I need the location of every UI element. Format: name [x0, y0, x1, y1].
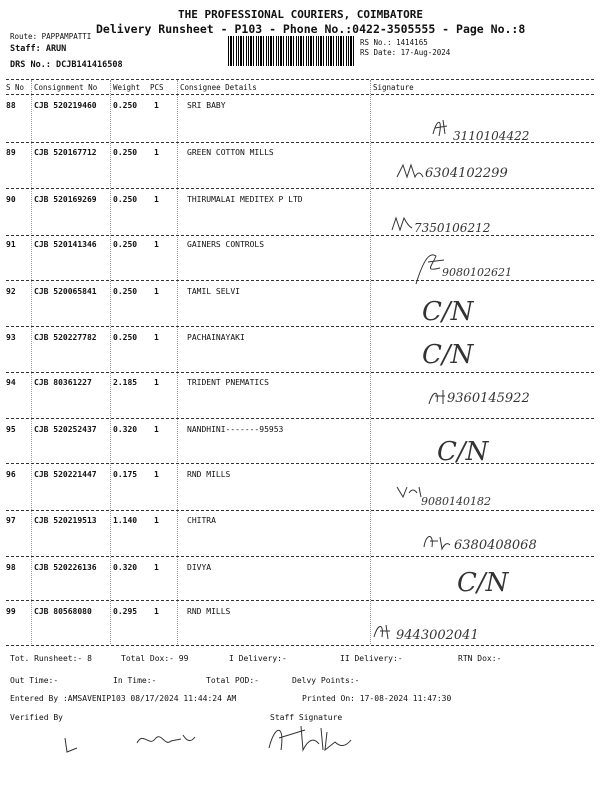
row-consignee: THIRUMALAI MEDITEX P LTD [187, 195, 303, 204]
handwritten-phone: 3110104422 [453, 129, 530, 143]
row-pcs: 1 [154, 470, 159, 479]
rs-date: RS Date: 17-Aug-2024 [360, 48, 451, 57]
row-weight: 0.250 [113, 148, 138, 157]
row-consignee: DIVYA [187, 563, 212, 572]
rs-number: RS No.: 1414165 [360, 38, 428, 47]
row-consignment: CJB 80361227 [34, 378, 92, 387]
row-weight: 0.250 [113, 333, 138, 342]
row-sno: 99 [6, 607, 16, 616]
row-consignee: TAMIL SELVI [187, 287, 240, 296]
col-sno: S No [6, 83, 25, 92]
i-delivery: I Delivery:- [229, 654, 287, 663]
row-weight: 0.250 [113, 101, 138, 110]
handwritten-phone: 9443002041 [396, 628, 479, 643]
row-consignment: CJB 520221447 [34, 470, 97, 479]
verifier-signature-mark [55, 730, 95, 760]
col-weight: Weight [113, 83, 141, 92]
total-runsheet: Tot. Runsheet:- 8 [10, 654, 92, 663]
row-weight: 0.295 [113, 607, 138, 616]
company-name: THE PROFESSIONAL COURIERS, COIMBATORE [178, 8, 424, 21]
row-pcs: 1 [154, 378, 159, 387]
row-consignment: CJB 520167712 [34, 148, 97, 157]
row-weight: 0.320 [113, 563, 138, 572]
handwritten-signature [425, 380, 590, 414]
row-weight: 2.185 [113, 378, 138, 387]
row-pcs: 1 [154, 101, 159, 110]
row-consignment: CJB 520252437 [34, 425, 97, 434]
row-consignee: GAINERS CONTROLS [187, 240, 265, 249]
row-sno: 90 [6, 195, 16, 204]
col-consignee: Consignee Details [180, 83, 257, 92]
handwritten-phone: 9080140182 [421, 495, 491, 508]
col-consignment: Consignment No [34, 83, 98, 92]
row-sno: 88 [6, 101, 16, 110]
handwritten-cn: C/N [457, 568, 509, 598]
ii-delivery: II Delivery:- [340, 654, 403, 663]
row-sno: 95 [6, 425, 16, 434]
drs-number: DRS No.: DCJB141416508 [10, 60, 123, 70]
handwritten-cn: C/N [437, 437, 489, 467]
row-weight: 0.250 [113, 287, 138, 296]
row-consignee: CHITRA [187, 516, 216, 525]
handwritten-cn: C/N [422, 297, 474, 327]
row-sno: 94 [6, 378, 16, 387]
row-pcs: 1 [154, 607, 159, 616]
staff-signature: Staff Signature [270, 713, 343, 722]
handwritten-cn: C/N [422, 340, 474, 370]
row-consignment: CJB 520219460 [34, 101, 97, 110]
printed-on: Printed On: 17-08-2024 11:47:30 [302, 694, 452, 703]
row-sno: 91 [6, 240, 16, 249]
handwritten-phone: 9080102621 [442, 266, 512, 279]
row-weight: 0.250 [113, 240, 138, 249]
delivery-points: Delvy Points:- [292, 676, 360, 685]
out-time: Out Time:- [10, 676, 59, 685]
handwritten-signature [420, 525, 585, 559]
row-sno: 97 [6, 516, 16, 525]
row-pcs: 1 [154, 425, 159, 434]
row-sno: 92 [6, 287, 16, 296]
row-sno: 93 [6, 333, 16, 342]
entered-by: Entered By :AMSAVENIP103 08/17/2024 11:44:24 AM [10, 694, 237, 703]
row-pcs: 1 [154, 148, 159, 157]
total-dox: Total Dox:- 99 [121, 654, 189, 663]
row-consignee: RND MILLS [187, 470, 231, 479]
row-pcs: 1 [154, 563, 159, 572]
handwritten-phone: 6304102299 [425, 166, 508, 181]
row-consignee: GREEN COTTON MILLS [187, 148, 274, 157]
row-consignee: NANDHINI-------95953 [187, 425, 284, 434]
row-weight: 0.320 [113, 425, 138, 434]
handwritten-signature [395, 155, 575, 190]
col-signature: Signature [373, 83, 414, 92]
handwritten-signature [455, 563, 555, 599]
row-sno: 96 [6, 470, 16, 479]
row-pcs: 1 [154, 333, 159, 342]
row-consignee: PACHAINAYAKI [187, 333, 245, 342]
barcode [228, 36, 356, 66]
row-consignment: CJB 520169269 [34, 195, 97, 204]
row-pcs: 1 [154, 287, 159, 296]
handwritten-signature [425, 112, 565, 152]
col-pcs: PCS [150, 83, 164, 92]
row-consignee: TRIDENT PNEMATICS [187, 378, 269, 387]
handwritten-signature [410, 248, 570, 288]
handwritten-signature [395, 475, 535, 511]
row-consignment: CJB 520065841 [34, 287, 97, 296]
handwritten-signature [420, 335, 520, 371]
handwritten-phone: 7350106212 [414, 221, 491, 235]
row-consignment: CJB 520141346 [34, 240, 97, 249]
rtn-dox: RTN Dox:- [458, 654, 502, 663]
handwritten-signature [370, 615, 560, 649]
verifier-signature [135, 725, 215, 755]
runsheet-title: Delivery Runsheet - P103 - Phone No.:0422-3505555 - Page No.:8 [96, 22, 526, 36]
row-consignment: CJB 520226136 [34, 563, 97, 572]
row-pcs: 1 [154, 240, 159, 249]
row-consignee: RND MILLS [187, 607, 231, 616]
handwritten-phone: 9360145922 [447, 391, 530, 406]
row-consignment: CJB 520219513 [34, 516, 97, 525]
handwritten-signature [420, 292, 500, 328]
row-sno: 89 [6, 148, 16, 157]
verified-by: Verified By [10, 713, 63, 722]
row-consignee: SRI BABY [187, 101, 226, 110]
row-weight: 0.250 [113, 195, 138, 204]
total-pod: Total POD:- [206, 676, 259, 685]
staff-label: Staff: ARUN [10, 44, 67, 54]
handwritten-phone: 6380408068 [454, 538, 537, 553]
staff-handwritten-signature [265, 720, 375, 760]
row-weight: 0.175 [113, 470, 138, 479]
route-label: Route: PAPPAMPATTI [10, 32, 92, 41]
row-consignment: CJB 80568080 [34, 607, 92, 616]
row-weight: 1.140 [113, 516, 138, 525]
row-pcs: 1 [154, 195, 159, 204]
row-sno: 98 [6, 563, 16, 572]
in-time: In Time:- [113, 676, 157, 685]
row-consignment: CJB 520227782 [34, 333, 97, 342]
row-pcs: 1 [154, 516, 159, 525]
